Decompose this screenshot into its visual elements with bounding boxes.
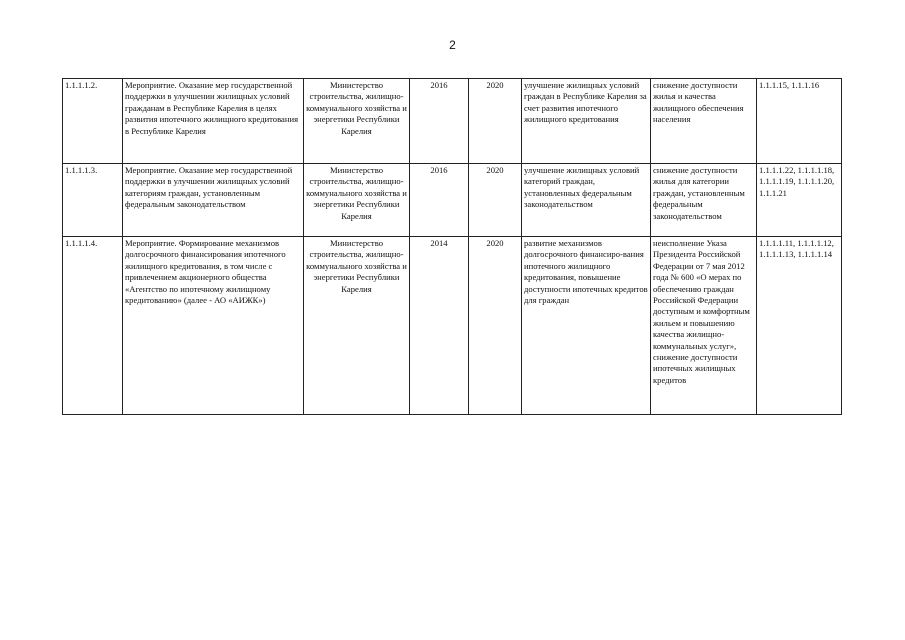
end-year: 2020 <box>469 237 522 415</box>
start-year: 2016 <box>410 79 469 164</box>
activity-name: Мероприятие. Оказание мер государственной поддержки в улучшении жилищных условий категориям граждан, установленным федеральным законодательством <box>123 164 304 237</box>
start-year: 2016 <box>410 164 469 237</box>
start-year: 2014 <box>410 237 469 415</box>
responsible-executor: Министерство строительства, жилищно-коммунального хозяйства и энергетики Республики Карелия <box>304 237 410 415</box>
activity-code: 1.1.1.1.3. <box>63 164 123 237</box>
related-indicators: 1.1.1.1.22, 1.1.1.1.18, 1.1.1.1.19, 1.1.1.1.20, 1.1.1.21 <box>757 164 842 237</box>
activity-code: 1.1.1.1.2. <box>63 79 123 164</box>
expected-result: улучшение жилищных условий категорий граждан, установленных федеральным законодательством <box>522 164 651 237</box>
end-year: 2020 <box>469 79 522 164</box>
non-implementation-consequence: неисполнение Указа Президента Российской Федерации от 7 мая 2012 года № 600 «О мерах по обеспечению граждан Российской Федерации доступным и комфортным жильем и повышению качества жилищно-коммунальных услуг», снижение доступности ипотечных жилищных кредитов <box>651 237 757 415</box>
page-number: 2 <box>449 38 456 52</box>
non-implementation-consequence: снижение доступности жилья для категории граждан, установленным федеральным законодательством <box>651 164 757 237</box>
expected-result: улучшение жилищных условий граждан в Республике Карелия за счет развития ипотечного жилищного кредитования <box>522 79 651 164</box>
non-implementation-consequence: снижение доступности жилья и качества жилищного обеспечения населения <box>651 79 757 164</box>
activity-code: 1.1.1.1.4. <box>63 237 123 415</box>
table-row <box>63 164 842 237</box>
expected-result: развитие механизмов долгосрочного финансиро-вания ипотечного жилищного кредитования, повышение доступности ипотечных кредитов для граждан <box>522 237 651 415</box>
activity-name: Мероприятие. Оказание мер государственной поддержки в улучшении жилищных условий гражданам в Республике Карелия в целях развития ипотечного жилищного кредитования в Республике Карелия <box>123 79 304 164</box>
end-year: 2020 <box>469 164 522 237</box>
responsible-executor: Министерство строительства, жилищно-коммунального хозяйства и энергетики Республики Карелия <box>304 164 410 237</box>
table-row <box>63 237 842 415</box>
activity-name: Мероприятие. Формирование механизмов долгосрочного финансирования ипотечного жилищного кредитования, в том числе с привлечением акционерного общества «Агентство по ипотечному жилищному кредитованию» (далее - АО «АИЖК») <box>123 237 304 415</box>
responsible-executor: Министерство строительства, жилищно-коммунального хозяйства и энергетики Республики Карелия <box>304 79 410 164</box>
related-indicators: 1.1.1.15, 1.1.1.16 <box>757 79 842 164</box>
table-row <box>63 79 842 164</box>
related-indicators: 1.1.1.1.11, 1.1.1.1.12, 1.1.1.1.13, 1.1.1.1.14 <box>757 237 842 415</box>
program-activities-table <box>62 78 842 415</box>
